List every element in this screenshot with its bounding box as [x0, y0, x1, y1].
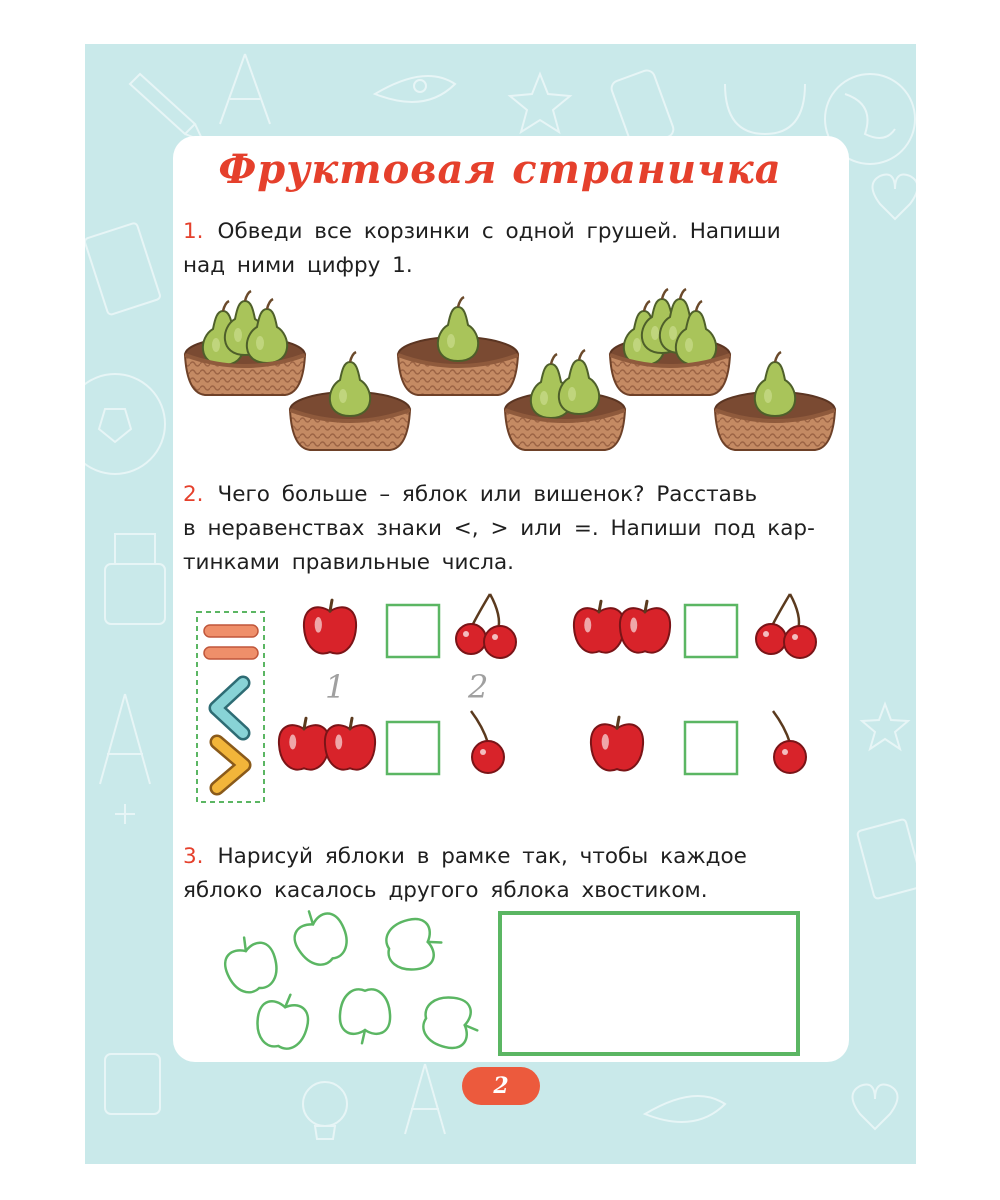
cherry-icon — [471, 711, 504, 773]
task-3-line-1: 3. Нарисуй яблоки в рамке так, чтобы каждое — [183, 844, 747, 869]
outline-apple-icon — [253, 990, 312, 1052]
apple-icon — [574, 601, 624, 652]
drawing-frame[interactable] — [500, 913, 798, 1054]
greater-than-sign-icon — [217, 742, 244, 788]
comparison-item — [279, 711, 504, 774]
pear-basket[interactable] — [715, 352, 835, 450]
task-2-line-1: 2. Чего больше – яблок или вишенок? Расставь — [183, 482, 758, 507]
task-2-number: 2. — [183, 482, 204, 507]
outline-apple-icon — [340, 989, 390, 1043]
task-1-line-1: 1. Обведи все корзинки с одной грушей. Напиши — [183, 219, 781, 244]
cherry-count-hint: 2 — [468, 668, 489, 706]
apple-count-hint: 1 — [325, 668, 346, 706]
outline-apples — [218, 900, 482, 1052]
apple-icon — [325, 718, 375, 769]
page-number-badge: 2 — [462, 1067, 540, 1105]
pear-basket[interactable] — [398, 297, 518, 395]
outline-apple-icon — [420, 993, 482, 1052]
outline-apple-icon — [383, 915, 445, 974]
pear-icon — [438, 297, 478, 361]
cherry-icon — [756, 594, 816, 658]
task-2-line-3: тинками правильные числа. — [183, 550, 515, 575]
pear-icon — [330, 352, 370, 416]
page-title: Фруктовая страничка — [218, 146, 782, 193]
task-3-number: 3. — [183, 844, 204, 869]
task-1-line-2: над ними цифру 1. — [183, 253, 413, 278]
answer-box[interactable] — [685, 605, 737, 657]
answer-box[interactable] — [685, 722, 737, 774]
comparison-item — [574, 594, 816, 658]
pear-icon — [559, 350, 599, 414]
cherry-icon — [456, 594, 516, 658]
apple-icon — [304, 600, 356, 653]
pear-icon — [755, 352, 795, 416]
answer-box[interactable] — [387, 722, 439, 774]
cherry-icon — [773, 711, 806, 773]
apple-icon — [591, 717, 643, 770]
apple-icon — [279, 718, 329, 769]
outline-apple-icon — [285, 900, 355, 972]
pear-basket[interactable] — [290, 352, 410, 450]
task-2-line-2: в неравенствах знаки <, > или =. Напиши под кар- — [183, 516, 815, 541]
comparison-item — [304, 594, 516, 706]
pear-baskets — [185, 289, 835, 450]
comparison-item — [591, 711, 806, 774]
answer-box[interactable] — [387, 605, 439, 657]
equals-sign-icon — [204, 625, 258, 659]
pear-basket[interactable] — [185, 291, 305, 395]
task-1-number: 1. — [183, 219, 204, 244]
task-3-line-2: яблоко касалось другого яблока хвостиком. — [183, 878, 708, 903]
pear-basket[interactable] — [505, 350, 625, 450]
comparison-area — [279, 594, 816, 774]
comparison-sign-legend — [197, 612, 264, 802]
less-than-sign-icon — [216, 683, 243, 733]
apple-icon — [620, 601, 670, 652]
pear-basket[interactable] — [610, 289, 730, 395]
outline-apple-icon — [218, 930, 284, 998]
